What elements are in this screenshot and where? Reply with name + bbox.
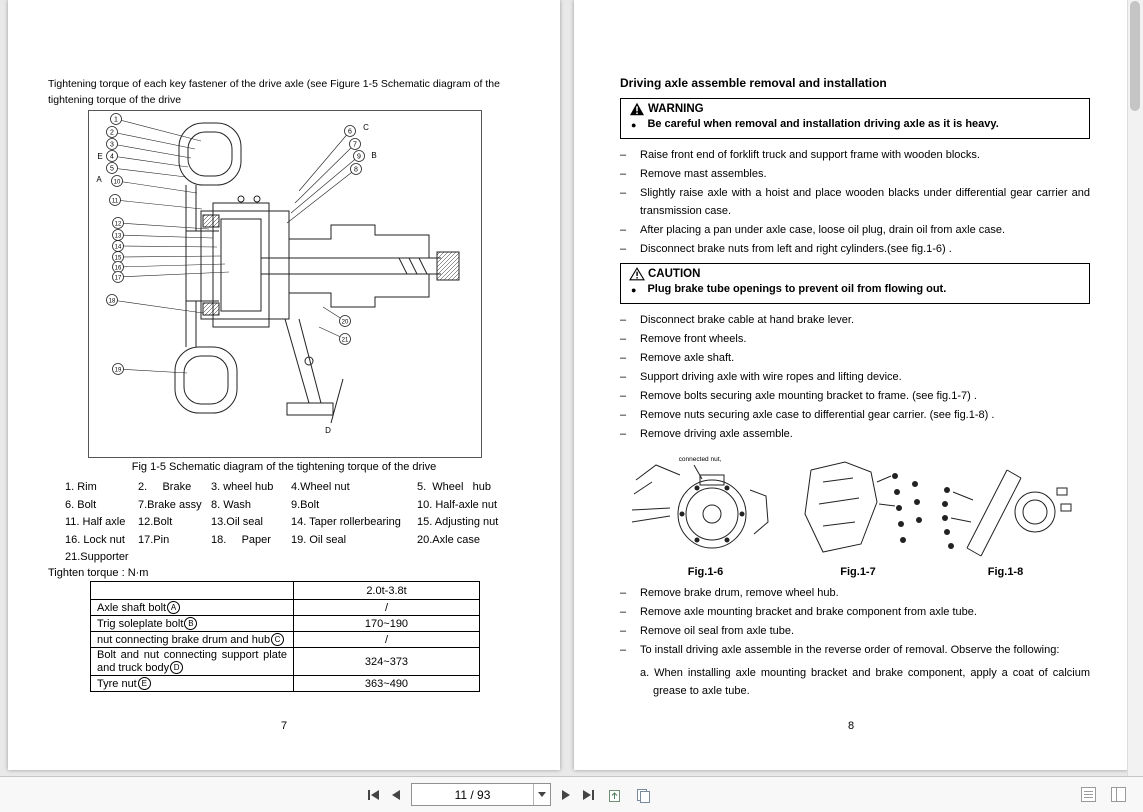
step-item (620, 584, 1090, 602)
warning-triangle-icon (629, 102, 645, 116)
step-item (620, 184, 1090, 220)
callout-letter: C (363, 123, 369, 132)
page-indicator: 11 / 93 (454, 787, 491, 802)
callout-letter: B (371, 151, 377, 160)
step-text: Raise front end of forklift truck and support frame with wooden blocks. (640, 149, 980, 161)
outline-panel-button[interactable] (1078, 784, 1099, 805)
torque-row: Bolt and nut connecting support plate and truck body D 324~373 (91, 648, 480, 676)
bullet-icon: ● (631, 285, 637, 295)
previous-page-icon (392, 790, 400, 800)
dash-bullet: – (620, 371, 627, 383)
step-item (620, 641, 1090, 659)
vertical-scrollbar[interactable] (1127, 0, 1143, 777)
step-text: Remove oil seal from axle tube. (640, 625, 795, 637)
parts-item: 11. Half axle (65, 516, 126, 528)
parts-item: 3. wheel hub (211, 481, 274, 493)
callout-letter: A (96, 175, 102, 184)
torque-table-body (91, 582, 480, 692)
step-item (620, 240, 1090, 258)
parts-list (65, 479, 527, 567)
parts-item: 2. Brake (138, 481, 192, 493)
callout-number: 9 (357, 153, 361, 161)
dash-bullet: – (620, 168, 627, 180)
intro-text-line: Tightening torque of each key fastener of the drive axle (see Figure 1-5 Schematic diagram of the (48, 78, 500, 90)
callout-number: 2 (110, 129, 114, 137)
callout-number: 3 (110, 141, 114, 149)
last-page-button[interactable] (581, 788, 596, 802)
parts-row (65, 514, 527, 532)
export-page-icon (607, 787, 622, 803)
step-text: To install driving axle assemble in the reverse order of removal. Observe the following: (640, 644, 1060, 656)
caution-box (620, 263, 1090, 304)
parts-item: 7.Brake assy (138, 498, 202, 511)
circled-letter: C (271, 633, 284, 646)
scrollbar-thumb[interactable] (1130, 1, 1140, 111)
parts-item: 10. Half-axle nut (417, 498, 498, 511)
circled-letter: B (184, 617, 197, 630)
page-layout-icon (635, 787, 651, 803)
step-item (620, 165, 1090, 183)
figures-row (620, 448, 1090, 578)
step-text: Slightly raise axle with a hoist and place wooden blacks under differential gear carrier and transmission case. (640, 187, 1090, 217)
figure-1-8-drawing (933, 452, 1078, 564)
figure-1-6-label: Fig.1-6 (687, 566, 724, 578)
document-page-8 (574, 0, 1128, 770)
callout-number: 18 (108, 298, 116, 305)
page-number-left: 7 (280, 720, 288, 732)
circled-letter: E (138, 677, 151, 690)
warning-header (629, 102, 1081, 116)
step-item (620, 406, 1090, 424)
dash-bullet: – (620, 224, 627, 236)
step-text: Remove bolts securing axle mounting bracket to frame. (see fig.1-7) . (640, 390, 977, 402)
step-text: Remove axle mounting bracket and brake component from axle tube. (640, 606, 977, 618)
step-item (620, 221, 1090, 239)
dash-bullet: – (620, 587, 627, 599)
callout-number: 15 (114, 255, 122, 262)
step-item (620, 603, 1090, 621)
warning-label: WARNING (648, 103, 704, 115)
figure-1-5-caption: Fig 1-5 Schematic diagram of the tightening torque of the drive (131, 461, 437, 473)
figure-1-8-label: Fig.1-8 (987, 566, 1024, 578)
step-text: After placing a pan under axle case, loose oil plug, drain oil from axle case. (640, 224, 1006, 236)
caution-body (629, 283, 1081, 298)
dropdown-caret-icon (538, 792, 546, 797)
figure-1-7 (783, 452, 933, 578)
next-page-button[interactable] (560, 788, 572, 802)
intro-text-line: tightening torque of the drive (48, 94, 182, 106)
parts-item: 12.Bolt (138, 516, 173, 528)
parts-item: 1. Rim (65, 481, 97, 493)
outline-list-icon (1080, 786, 1097, 803)
parts-item: 6. Bolt (65, 498, 97, 511)
warning-text: Be careful when removal and installation driving axle as it is heavy. (647, 118, 999, 130)
removal-steps-2 (620, 311, 1090, 443)
torque-heading: Tighten torque : N·m (48, 567, 149, 579)
callout-number: 4 (110, 153, 114, 161)
torque-table (90, 581, 480, 692)
parts-item: 13.Oil seal (211, 516, 263, 528)
figure-1-7-label: Fig.1-7 (840, 566, 876, 578)
substep-a: a. When installing axle mounting bracket and brake component, apply a coat of calcium grease to axle tube. (640, 667, 1090, 697)
callout-number: 8 (354, 166, 358, 174)
removal-steps-1 (620, 146, 1090, 258)
parts-row (65, 497, 527, 515)
step-text: Remove axle shaft. (640, 352, 735, 364)
callout-number: 1 (114, 116, 118, 124)
page-dropdown-button[interactable] (533, 784, 550, 805)
section-title: Driving axle assemble removal and installation (620, 76, 887, 90)
parts-item: 8. Wash (211, 498, 251, 511)
figure-1-7-drawing (783, 452, 933, 564)
caution-label: CAUTION (648, 268, 701, 280)
figure-1-6-note: connected nut, (678, 456, 722, 463)
parts-item: 4.Wheel nut (291, 481, 350, 493)
intro-paragraph (48, 76, 500, 108)
torque-header-row: 2.0t-3.8t (91, 582, 480, 600)
page-number-right: 8 (847, 720, 855, 732)
dash-bullet: – (620, 333, 627, 345)
torque-row: Axle shaft bolt A / (91, 600, 480, 616)
callout-number: 10 (113, 179, 121, 186)
last-page-icon (592, 790, 594, 800)
callout-number: 17 (114, 275, 122, 282)
caution-header (629, 267, 1081, 281)
parts-item: 18. Paper (211, 533, 271, 546)
step-item (620, 311, 1090, 329)
step-text: Remove mast assembles. (640, 168, 767, 180)
dash-bullet: – (620, 606, 627, 618)
step-text: Remove nuts securing axle case to differential gear carrier. (see fig.1-8) . (640, 409, 995, 421)
figure-1-8 (933, 452, 1078, 578)
step-item (620, 368, 1090, 386)
step-text: Disconnect brake cable at hand brake lever. (640, 314, 855, 326)
parts-item: 20.Axle case (417, 533, 480, 546)
dash-bullet: – (620, 314, 627, 326)
torque-row: nut connecting brake drum and hub C / (91, 632, 480, 648)
figure-1-5-drawing (89, 111, 481, 457)
parts-item: 15. Adjusting nut (417, 516, 499, 528)
dash-bullet: – (620, 187, 627, 199)
step-item (620, 622, 1090, 640)
caution-triangle-icon (629, 267, 645, 281)
circled-letter: A (167, 601, 180, 614)
callout-number: 20 (341, 319, 349, 326)
dash-bullet: – (620, 390, 627, 402)
callout-number: 11 (111, 198, 119, 205)
first-page-icon (368, 790, 370, 800)
parts-item: 5. Wheel hub (417, 481, 491, 493)
dash-bullet: – (620, 352, 627, 364)
export-page-button[interactable] (605, 785, 624, 805)
thumbnails-panel-button[interactable] (1108, 784, 1129, 805)
document-page-7 (8, 0, 560, 770)
bullet-icon: ● (631, 120, 637, 130)
pdf-toolbar (0, 776, 1143, 812)
callout-number: 5 (110, 165, 114, 173)
parts-item: 17.Pin (138, 533, 170, 546)
parts-item: 21.Supporter (65, 551, 129, 563)
figure-1-6 (628, 452, 783, 578)
figure-1-5 (88, 110, 482, 458)
dash-bullet: – (620, 243, 627, 255)
first-page-button[interactable] (366, 788, 381, 802)
callout-letter: E (97, 152, 103, 161)
removal-steps-3 (620, 584, 1090, 659)
callout-number: 19 (114, 367, 122, 374)
parts-item: 19. Oil seal (291, 533, 347, 546)
dash-bullet: – (620, 644, 627, 656)
dash-bullet: – (620, 409, 627, 421)
step-text: Disconnect brake nuts from left and right cylinders.(see fig.1-6) . (640, 243, 952, 255)
parts-row (65, 479, 527, 497)
step-item (620, 146, 1090, 164)
page-layout-button[interactable] (633, 785, 653, 805)
toolbar-panel-group (1078, 777, 1129, 812)
step-item (620, 387, 1090, 405)
callout-letter: D (325, 426, 331, 435)
step-item (620, 425, 1090, 443)
callout-number: 14 (114, 244, 122, 251)
step-text: Remove front wheels. (640, 333, 747, 345)
page-number-input[interactable] (411, 783, 551, 806)
warning-body (629, 118, 1081, 133)
step-text: Support driving axle with wire ropes and lifting device. (640, 371, 902, 383)
warning-box (620, 98, 1090, 139)
dash-bullet: – (620, 149, 627, 161)
callout-number: 6 (348, 128, 352, 136)
dash-bullet: – (620, 625, 627, 637)
step-text: Remove driving axle assemble. (640, 428, 793, 440)
parts-item: 9.Bolt (291, 498, 320, 511)
previous-page-button[interactable] (390, 788, 402, 802)
circled-letter: D (170, 661, 183, 674)
parts-row (65, 549, 527, 567)
toolbar-nav-group (366, 777, 653, 812)
callout-number: 21 (341, 337, 349, 344)
page-8-content (620, 76, 1090, 700)
step-text: Remove brake drum, remove wheel hub. (640, 587, 839, 599)
callout-number: 12 (114, 221, 122, 228)
torque-row: Trig soleplate bolt B 170~190 (91, 616, 480, 632)
step-item (620, 330, 1090, 348)
next-page-icon (562, 790, 570, 800)
parts-item: 16. Lock nut (65, 533, 125, 546)
step-item (620, 349, 1090, 367)
callout-number: 13 (114, 233, 122, 240)
parts-row (65, 532, 527, 550)
caution-text: Plug brake tube openings to prevent oil from flowing out. (647, 283, 947, 295)
parts-item: 14. Taper rollerbearing (291, 516, 401, 528)
callout-number: 16 (114, 265, 122, 272)
figure-1-6-drawing (628, 452, 783, 564)
sidebar-layout-icon (1110, 786, 1127, 803)
torque-row: Tyre nut E 363~490 (91, 676, 480, 692)
callout-number: 7 (353, 141, 357, 149)
dash-bullet: – (620, 428, 627, 440)
